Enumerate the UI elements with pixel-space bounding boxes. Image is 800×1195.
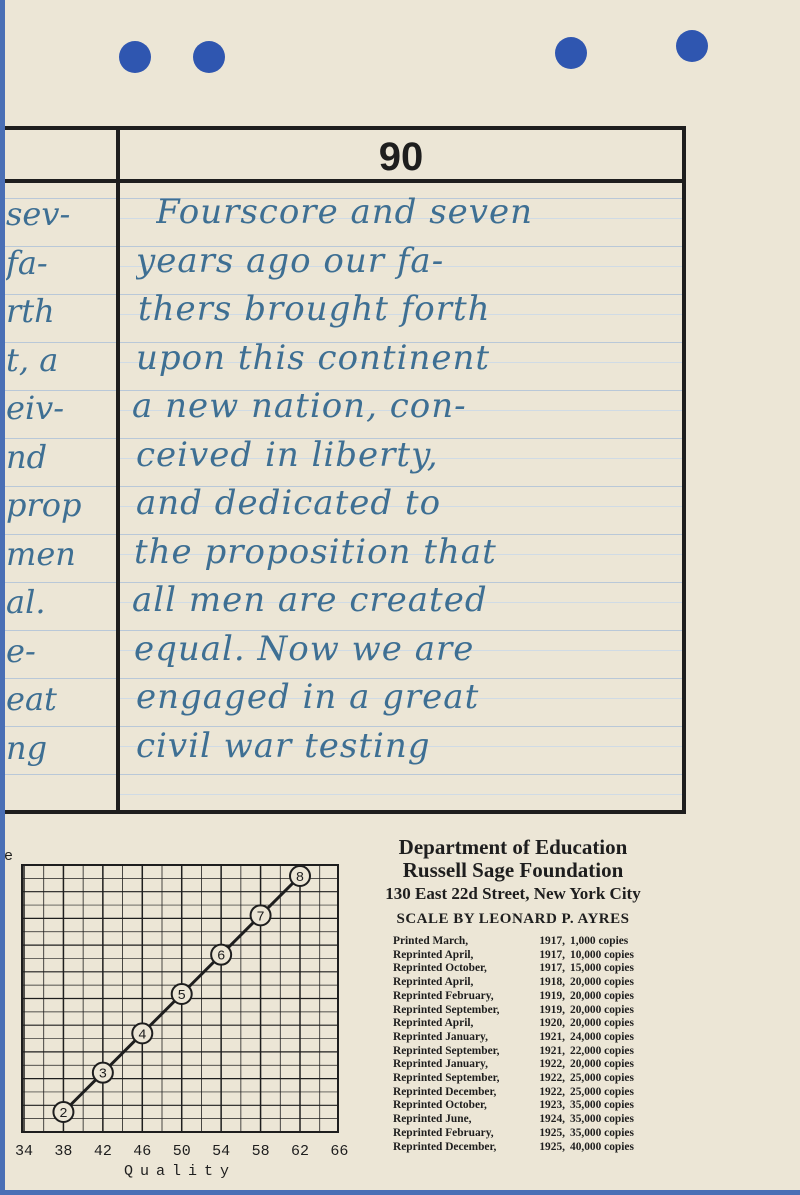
handwriting-line: equal. Now we are (134, 628, 475, 669)
printing-row (393, 1099, 634, 1113)
printing-row (393, 1113, 634, 1127)
printing-year: 1924, (539, 1113, 565, 1126)
printing-year: 1917, (539, 962, 565, 975)
x-axis-label: Quality (123, 1163, 237, 1180)
printing-label: Reprinted April, (393, 1017, 474, 1030)
handwriting-line: all men are created (132, 580, 488, 620)
printing-label: Reprinted September, (393, 1044, 500, 1057)
binder-hole (555, 37, 587, 69)
point-label: 4 (138, 1027, 147, 1044)
foundation-name: Russell Sage Foundation (402, 858, 624, 882)
handwriting-line: years ago our fa- (136, 240, 445, 281)
address: 130 East 22d Street, New York City (385, 884, 641, 903)
printing-copies: 25,000 copies (570, 1085, 634, 1098)
fragment-line: eat (6, 680, 57, 718)
printing-label: Reprinted December, (393, 1085, 497, 1098)
x-tick-label: 34 (14, 1143, 34, 1160)
printing-year: 1919, (539, 989, 565, 1002)
printing-copies: 20,000 copies (570, 976, 634, 989)
handwriting-line: thers brought forth (138, 289, 491, 329)
printing-year: 1917, (539, 948, 565, 961)
printing-label: Reprinted January, (393, 1030, 488, 1043)
handwriting-line: engaged in a great (136, 677, 480, 717)
printing-row (393, 1072, 634, 1086)
printing-row (393, 1045, 634, 1059)
printing-row (393, 976, 634, 990)
printing-label: Reprinted June, (393, 1113, 472, 1126)
printing-year: 1925, (539, 1140, 565, 1153)
printing-row (393, 1086, 634, 1100)
handwriting-line: ceived in liberty, (136, 434, 439, 475)
handwriting-line: upon this continent (136, 337, 491, 378)
printing-year: 1922, (539, 1072, 565, 1085)
printing-copies: 20,000 copies (570, 989, 634, 1002)
fragment-line: men (6, 534, 76, 573)
printing-row (393, 962, 634, 976)
printing-copies: 25,000 copies (570, 1072, 634, 1085)
printing-copies: 35,000 copies (570, 1126, 634, 1139)
x-tick-label: 42 (93, 1143, 112, 1160)
printing-history (393, 935, 634, 1154)
point-label: 3 (98, 1066, 108, 1083)
point-label: 6 (216, 948, 226, 965)
quality-chart (0, 840, 355, 1185)
printing-year: 1918, (539, 976, 565, 989)
printing-year: 1917, (539, 935, 565, 947)
printing-label: Reprinted October, (393, 962, 487, 975)
point-label: 7 (256, 909, 265, 926)
x-tick-label: 62 (290, 1143, 310, 1160)
printing-copies: 20,000 copies (570, 1017, 634, 1030)
printing-year: 1921, (539, 1044, 565, 1057)
column-divider (116, 126, 120, 814)
printing-label: Reprinted April, (393, 948, 474, 961)
fragment-line: al. (6, 583, 46, 621)
printing-label: Reprinted December, (393, 1140, 497, 1153)
point-label: 5 (177, 988, 186, 1004)
fragment-line: e- (6, 631, 36, 670)
printing-year: 1920, (539, 1017, 565, 1030)
printing-copies: 15,000 copies (570, 962, 634, 975)
printing-row (393, 1127, 634, 1141)
binder-hole (676, 30, 708, 62)
fragment-line: fa- (6, 243, 48, 282)
handwriting-line: Fourscore and seven (156, 192, 534, 232)
point-label: 8 (295, 870, 305, 886)
printing-copies: 1,000 copies (570, 935, 629, 947)
printing-copies: 35,000 copies (570, 1099, 634, 1112)
page-number: 90 (378, 135, 424, 179)
handwriting-line: civil war testing (136, 725, 431, 766)
printing-label: Reprinted February, (393, 1126, 494, 1139)
scale-author: SCALE BY LEONARD P. AYRES (396, 911, 630, 927)
handwriting-line: the proposition that (134, 531, 497, 572)
point-label: 2 (59, 1106, 68, 1122)
printing-year: 1925, (539, 1126, 565, 1139)
printing-row (393, 935, 634, 949)
binder-hole (193, 41, 225, 73)
printing-copies: 10,000 copies (570, 948, 634, 961)
fragment-line: prop (6, 486, 82, 524)
printing-label: Reprinted April, (393, 976, 474, 989)
publisher-block (358, 836, 668, 932)
fragment-line: ng (6, 728, 48, 767)
handwriting-line: and dedicated to (136, 483, 442, 523)
department-name: Department of Education (398, 835, 628, 859)
printing-copies: 24,000 copies (570, 1030, 634, 1043)
printing-year: 1919, (539, 1003, 565, 1016)
fragment-line: sev- (6, 195, 71, 233)
printing-row (393, 1141, 634, 1155)
x-tick-label: 54 (212, 1143, 231, 1160)
printing-copies: 22,000 copies (570, 1044, 634, 1057)
x-tick-label: 46 (133, 1143, 152, 1160)
x-tick-label: 50 (172, 1143, 191, 1160)
printing-label: Printed March, (393, 935, 469, 947)
printing-copies: 40,000 copies (570, 1140, 634, 1153)
printing-copies: 20,000 copies (570, 1003, 634, 1016)
printing-copies: 20,000 copies (570, 1058, 634, 1071)
printing-row (393, 990, 634, 1004)
printing-row (393, 1058, 634, 1072)
printing-row (393, 949, 634, 963)
printing-row (393, 1004, 634, 1018)
fragment-line: eiv- (6, 389, 65, 427)
x-tick-label: 58 (251, 1143, 270, 1160)
binder-hole (119, 41, 151, 73)
y-axis-label: e (4, 848, 14, 865)
printing-year: 1922, (539, 1058, 565, 1071)
fragment-line: rth (6, 292, 55, 330)
printing-copies: 35,000 copies (570, 1113, 634, 1126)
x-tick-label: 38 (54, 1143, 73, 1160)
handwriting-line: a new nation, con- (132, 386, 467, 426)
printing-year: 1921, (539, 1030, 565, 1043)
printing-label: Reprinted January, (393, 1058, 488, 1071)
printing-label: Reprinted September, (393, 1072, 500, 1085)
printing-row (393, 1031, 634, 1045)
printing-label: Reprinted February, (393, 989, 494, 1002)
fragment-line: nd (6, 437, 48, 476)
printing-label: Reprinted October, (393, 1099, 487, 1112)
printing-year: 1923, (539, 1099, 565, 1112)
printing-label: Reprinted September, (393, 1003, 500, 1016)
x-tick-label: 66 (330, 1143, 349, 1160)
printing-row (393, 1017, 634, 1031)
printing-year: 1922, (539, 1085, 565, 1098)
fragment-line: t, a (6, 340, 59, 379)
